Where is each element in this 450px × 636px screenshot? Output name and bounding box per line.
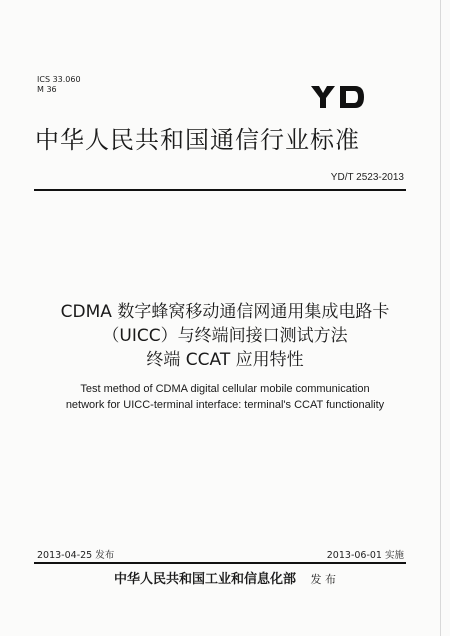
yd-logo bbox=[309, 84, 367, 110]
chinese-title bbox=[20, 300, 430, 372]
chinese-title-line-2: （UICC）与终端间接口测试方法 bbox=[102, 326, 348, 346]
issuer-action: 发 布 bbox=[310, 573, 337, 586]
classification-block bbox=[37, 75, 81, 95]
standard-number: YD/T 2523-2013 bbox=[330, 172, 404, 183]
chinese-title-line-3: 终端 CCAT 应用特性 bbox=[146, 350, 304, 370]
top-divider bbox=[34, 189, 406, 191]
english-title-line-1: Test method of CDMA digital cellular mobile communication bbox=[80, 383, 370, 395]
issuer-line bbox=[20, 568, 430, 587]
standard-category-title: 中华人民共和国通信行业标准 bbox=[35, 126, 360, 154]
ics-code: ICS 33.060 bbox=[37, 75, 81, 84]
english-title bbox=[20, 381, 430, 413]
chinese-title-line-1: CDMA 数字蜂窝移动通信网通用集成电路卡 bbox=[60, 302, 390, 322]
english-title-line-2: network for UICC-terminal interface: terminal's CCAT functionality bbox=[65, 399, 385, 411]
page-edge bbox=[440, 0, 441, 636]
ccs-code: M 36 bbox=[37, 85, 57, 94]
implementation-date: 2013-06-01 实施 bbox=[326, 550, 404, 561]
issue-date: 2013-04-25 发布 bbox=[37, 550, 115, 561]
issuer-name: 中华人民共和国工业和信息化部 bbox=[113, 572, 296, 587]
bottom-divider bbox=[34, 562, 406, 564]
